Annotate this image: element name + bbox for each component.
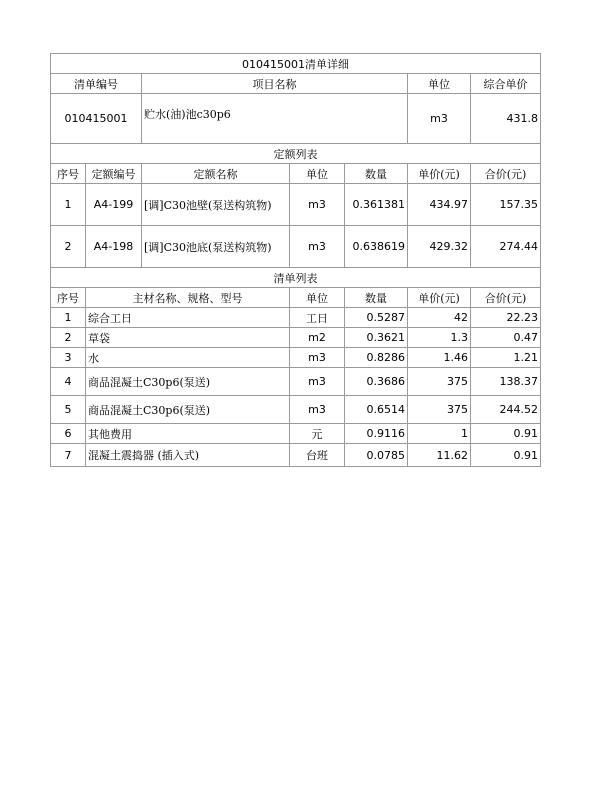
quota-qty-header: 数量 (345, 164, 408, 184)
material-row (51, 424, 541, 444)
quota-total: 157.35 (471, 184, 541, 226)
quota-header-row (51, 164, 541, 184)
material-qty: 0.3621 (345, 328, 408, 348)
material-name: 草袋 (86, 328, 290, 348)
bill-code-header: 清单编号 (51, 74, 142, 94)
material-unit: m3 (290, 348, 345, 368)
quota-name: [调]C30池底(泵送构筑物) (142, 226, 290, 268)
bill-detail-sheet (50, 53, 540, 467)
material-price: 42 (408, 308, 471, 328)
material-qty: 0.9116 (345, 424, 408, 444)
material-row (51, 444, 541, 467)
material-qty: 0.6514 (345, 396, 408, 424)
bill-header-row (51, 74, 541, 94)
material-no: 1 (51, 308, 86, 328)
material-row (51, 328, 541, 348)
quota-no: 2 (51, 226, 86, 268)
quota-price: 429.32 (408, 226, 471, 268)
quota-no-header: 序号 (51, 164, 86, 184)
material-qty: 0.0785 (345, 444, 408, 467)
bill-row (51, 94, 541, 144)
quota-unit-header: 单位 (290, 164, 345, 184)
material-row (51, 396, 541, 424)
quota-unit: m3 (290, 226, 345, 268)
material-unit: 工日 (290, 308, 345, 328)
material-no: 3 (51, 348, 86, 368)
quota-qty: 0.638619 (345, 226, 408, 268)
quota-name: [调]C30池壁(泵送构筑物) (142, 184, 290, 226)
quota-price: 434.97 (408, 184, 471, 226)
material-no: 5 (51, 396, 86, 424)
material-no: 4 (51, 368, 86, 396)
bill-unit-header: 单位 (408, 74, 471, 94)
quota-row (51, 184, 541, 226)
material-no: 7 (51, 444, 86, 467)
material-qty: 0.3686 (345, 368, 408, 396)
materials-title-row (51, 268, 541, 288)
quota-name-header: 定额名称 (142, 164, 290, 184)
material-total: 1.21 (471, 348, 541, 368)
material-price: 1 (408, 424, 471, 444)
quota-price-header: 单价(元) (408, 164, 471, 184)
quota-code-header: 定额编号 (86, 164, 142, 184)
bill-price: 431.8 (471, 94, 541, 144)
material-unit: 台班 (290, 444, 345, 467)
material-price: 1.3 (408, 328, 471, 348)
bill-price-header: 综合单价 (471, 74, 541, 94)
bill-name: 贮水(油)池c30p6 (142, 94, 408, 144)
quota-unit: m3 (290, 184, 345, 226)
materials-name-header: 主材名称、规格、型号 (86, 288, 290, 308)
material-name: 商品混凝土C30p6(泵送) (86, 368, 290, 396)
quota-total-header: 合价(元) (471, 164, 541, 184)
quota-qty: 0.361381 (345, 184, 408, 226)
material-qty: 0.8286 (345, 348, 408, 368)
material-unit: m2 (290, 328, 345, 348)
material-unit: m3 (290, 396, 345, 424)
material-total: 0.47 (471, 328, 541, 348)
materials-price-header: 单价(元) (408, 288, 471, 308)
materials-total-header: 合价(元) (471, 288, 541, 308)
materials-unit-header: 单位 (290, 288, 345, 308)
material-unit: 元 (290, 424, 345, 444)
materials-title: 清单列表 (51, 268, 541, 288)
material-no: 6 (51, 424, 86, 444)
material-unit: m3 (290, 368, 345, 396)
quota-code: A4-199 (86, 184, 142, 226)
material-total: 0.91 (471, 444, 541, 467)
quota-no: 1 (51, 184, 86, 226)
bill-detail-table (50, 53, 541, 467)
material-price: 375 (408, 396, 471, 424)
material-total: 138.37 (471, 368, 541, 396)
bill-unit: m3 (408, 94, 471, 144)
material-name: 混凝土震捣器 (插入式) (86, 444, 290, 467)
material-no: 2 (51, 328, 86, 348)
material-name: 商品混凝土C30p6(泵送) (86, 396, 290, 424)
material-name: 综合工日 (86, 308, 290, 328)
bill-title: 010415001清单详细 (51, 54, 541, 74)
material-price: 11.62 (408, 444, 471, 467)
bill-name-header: 项目名称 (142, 74, 408, 94)
quota-row (51, 226, 541, 268)
quota-title: 定额列表 (51, 144, 541, 164)
materials-qty-header: 数量 (345, 288, 408, 308)
materials-header-row (51, 288, 541, 308)
material-row (51, 368, 541, 396)
material-total: 244.52 (471, 396, 541, 424)
material-name: 水 (86, 348, 290, 368)
material-name: 其他费用 (86, 424, 290, 444)
material-total: 0.91 (471, 424, 541, 444)
quota-total: 274.44 (471, 226, 541, 268)
material-row (51, 308, 541, 328)
materials-no-header: 序号 (51, 288, 86, 308)
bill-title-row (51, 54, 541, 74)
material-row (51, 348, 541, 368)
quota-code: A4-198 (86, 226, 142, 268)
material-total: 22.23 (471, 308, 541, 328)
material-price: 375 (408, 368, 471, 396)
quota-title-row (51, 144, 541, 164)
bill-code: 010415001 (51, 94, 142, 144)
material-price: 1.46 (408, 348, 471, 368)
material-qty: 0.5287 (345, 308, 408, 328)
